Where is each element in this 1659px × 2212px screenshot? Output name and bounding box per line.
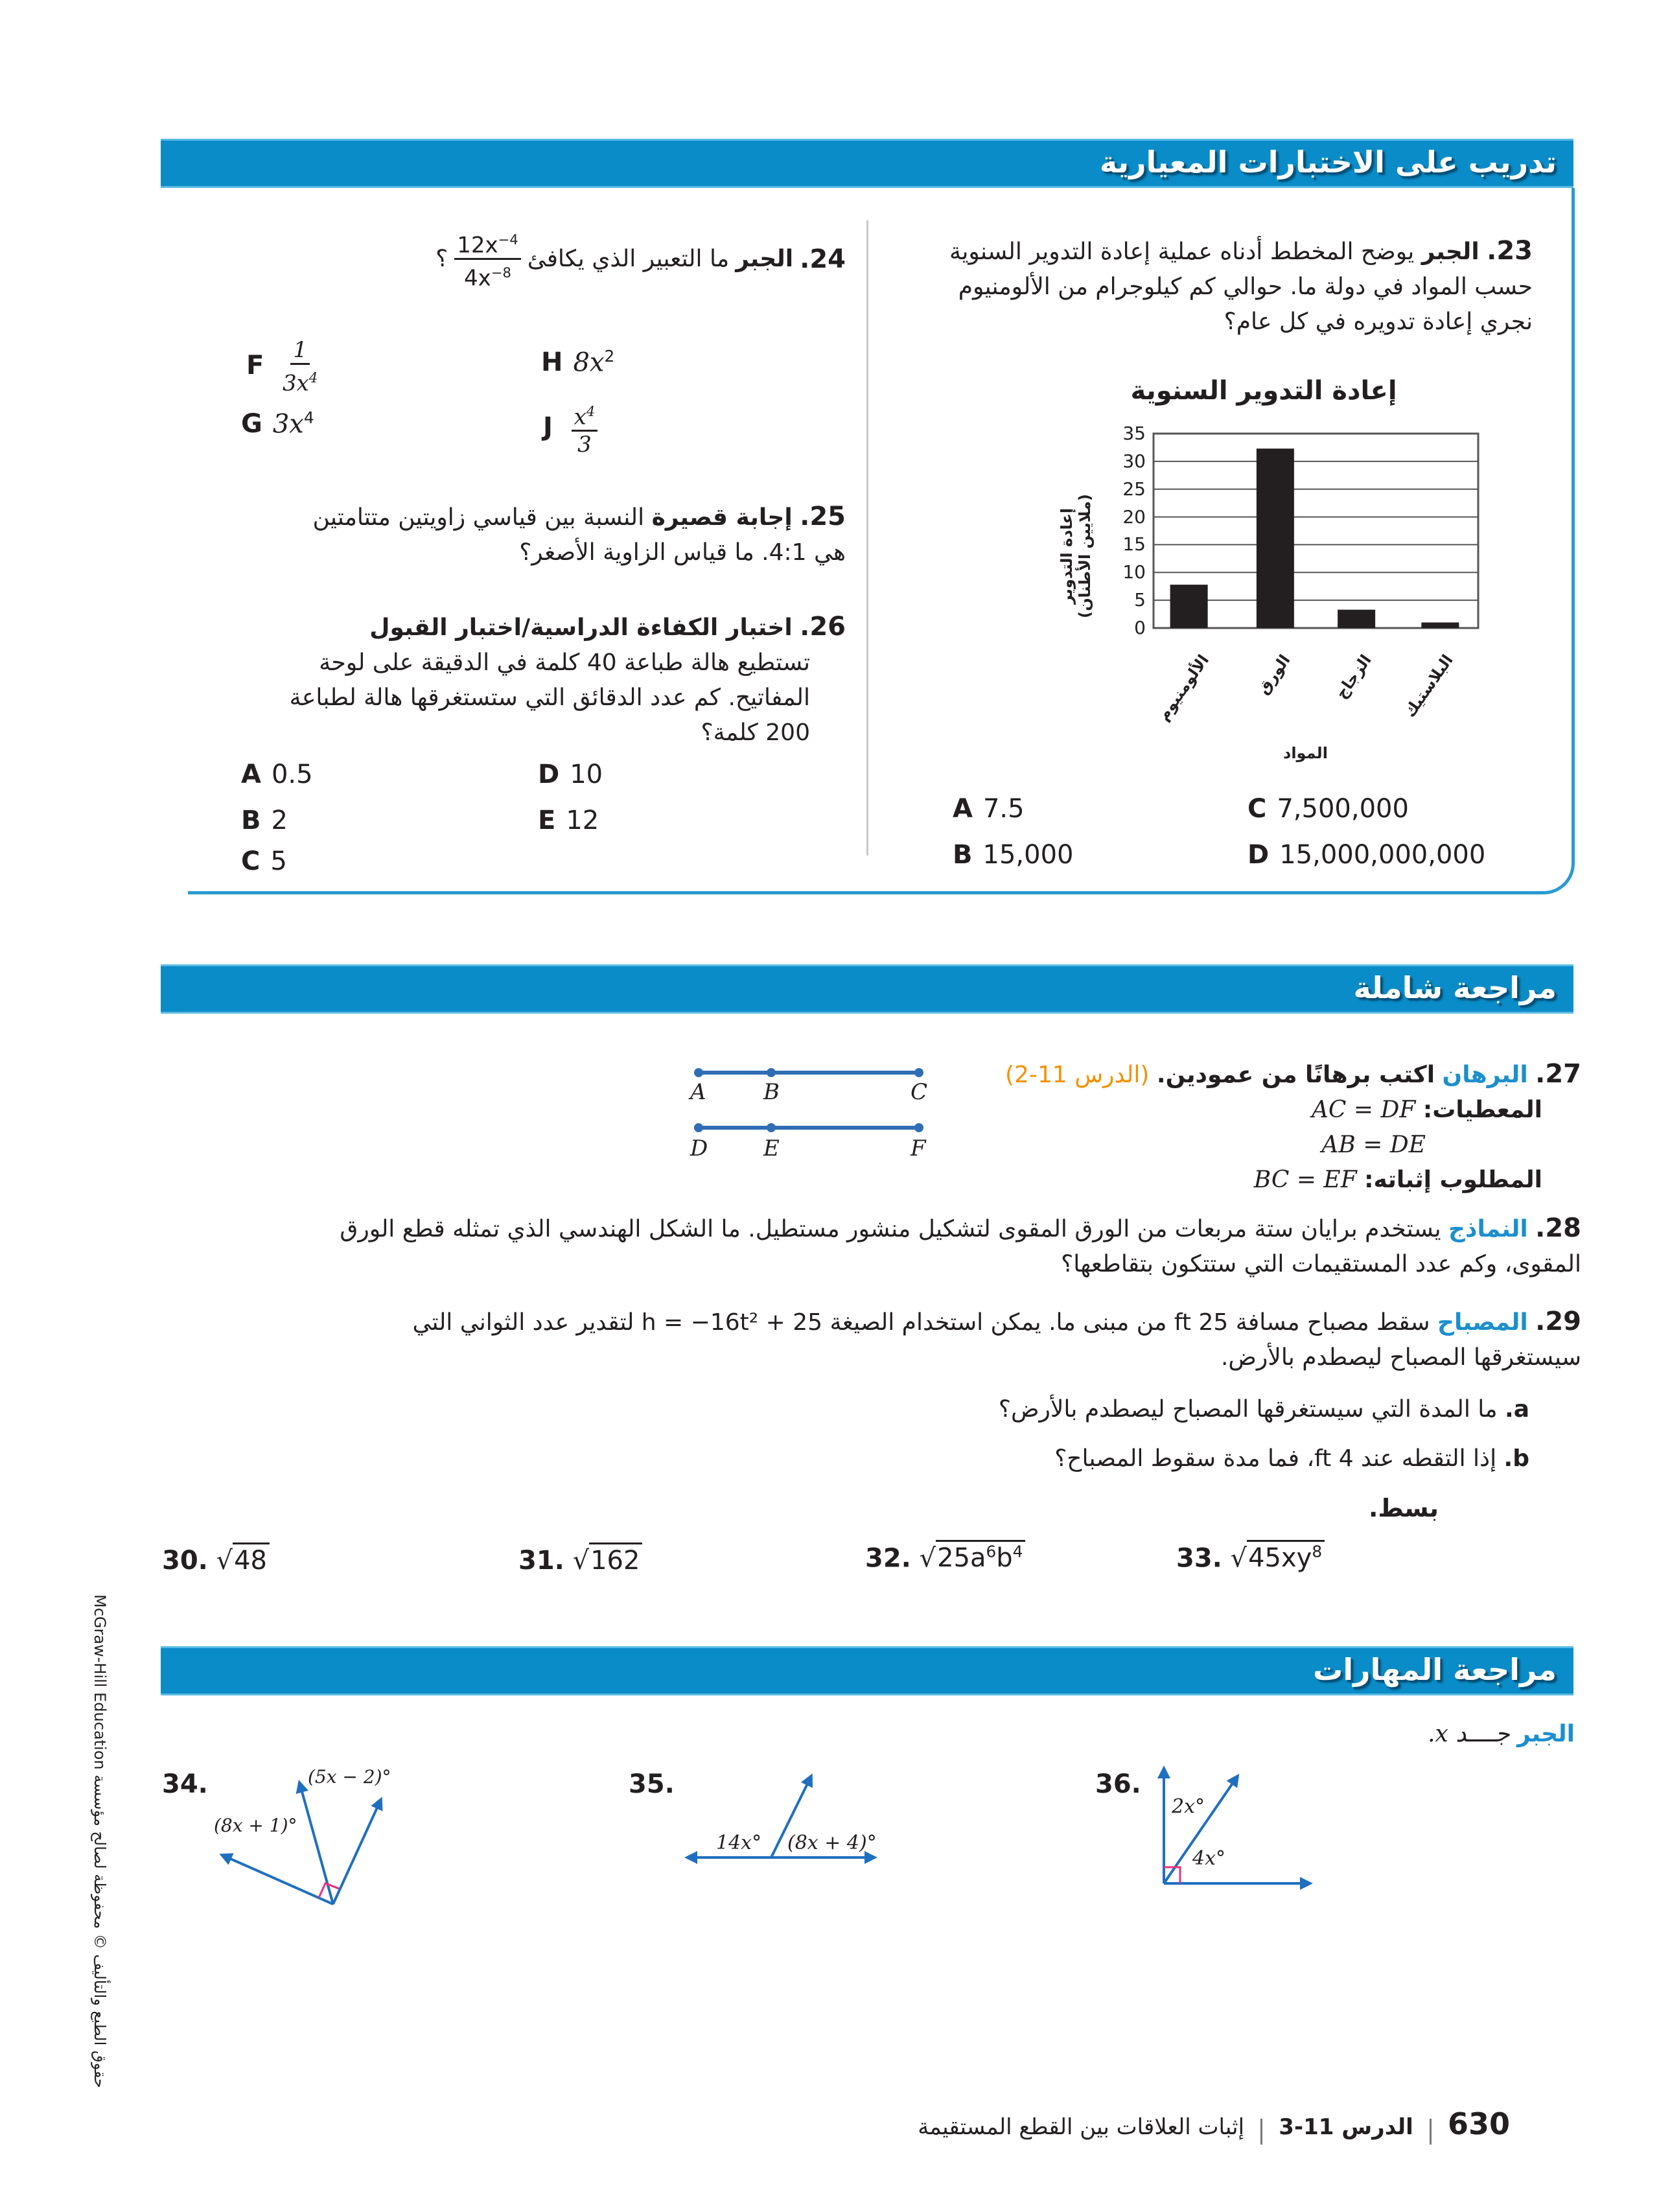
skills-instruction: الجبر جــــد x. bbox=[1428, 1721, 1575, 1747]
x-category-label: الورق bbox=[1254, 651, 1294, 698]
question-number: 25. bbox=[800, 502, 846, 531]
question-text: اكتب برهانًا من عمودين. bbox=[1156, 1062, 1435, 1088]
problem-35-number: 35. bbox=[629, 1769, 675, 1799]
question-text-cont: لتقدير عدد الثواني التي سيستغرقها المصباح ليصطدم بالأرض. bbox=[412, 1309, 1581, 1371]
question-text: ما التعبير الذي يكافئ bbox=[527, 245, 730, 272]
choice-24-J[interactable]: J $\frac{x^4}{3}$ bbox=[543, 399, 597, 458]
prove-statement: BC = EF bbox=[1253, 1167, 1357, 1193]
page-footer bbox=[918, 2106, 1510, 2145]
angle-label-34a: (5x − 2)° bbox=[308, 1766, 391, 1787]
column-divider bbox=[866, 220, 868, 856]
question-29b: b. إذا التقطه عند 4 ft، فما مدة سقوط المصباح؟ bbox=[1054, 1445, 1529, 1472]
segments-diagram bbox=[687, 1063, 933, 1160]
choice-23-C[interactable]: C 7,500,000 bbox=[1247, 794, 1409, 824]
angle-label-34b: (8x + 1)° bbox=[214, 1815, 297, 1836]
problem-30: 30. √48 bbox=[162, 1546, 270, 1576]
question-text: يوضح المخطط أدناه عملية إعادة التدوير السنوية حسب المواد في دولة ما. حوالي كم كيلوجرام من الألومنيوم نجري إعادة تدويره في كل عام؟ bbox=[949, 239, 1533, 335]
choice-23-D[interactable]: D 15,000,000,000 bbox=[1247, 840, 1486, 870]
point-label-A: A bbox=[690, 1079, 706, 1105]
x-category-label: البلاستيك bbox=[1400, 651, 1457, 721]
question-24: 24. الجبر ما التعبير الذي يكافئ $\frac{12x^{-4}}{4x^{-8}}$ ؟ bbox=[379, 227, 846, 292]
footer-title: إثبات العلاقات بين القطع المستقيمة bbox=[918, 2114, 1245, 2140]
question-number: 28. bbox=[1535, 1213, 1581, 1243]
footer-lesson: الدرس 11-3 bbox=[1279, 2114, 1413, 2140]
chart-bar bbox=[1170, 585, 1208, 628]
choice-23-B[interactable]: B 15,000 bbox=[953, 840, 1074, 870]
question-keyword: المصباح bbox=[1437, 1309, 1528, 1336]
angle-label-36a: 2x° bbox=[1172, 1795, 1205, 1818]
spiral-review-banner bbox=[161, 964, 1573, 1014]
question-23 bbox=[936, 233, 1533, 340]
given-label: المعطيات: bbox=[1422, 1097, 1542, 1123]
angle-label-35b: (8x + 4)° bbox=[787, 1832, 877, 1854]
chart-bar bbox=[1338, 610, 1375, 628]
simplify-instruction: بسط. bbox=[1368, 1494, 1439, 1522]
question-number: 26. bbox=[800, 612, 846, 642]
skills-review-banner bbox=[161, 1646, 1573, 1695]
angle-label-36b: 4x° bbox=[1192, 1847, 1226, 1870]
spiral-review-title: مراجعة شاملة bbox=[1353, 970, 1557, 1005]
question-keyword: البرهان bbox=[1442, 1062, 1528, 1088]
question-text: النسبة بين قياسي زاويتين متتامتين هي 4:1. ما قياس الزاوية الأصغر؟ bbox=[312, 504, 846, 566]
angle-label-35a: 14x° bbox=[716, 1832, 762, 1854]
question-keyword: الجبر bbox=[1421, 239, 1479, 265]
choice-26-A[interactable]: A 0.5 bbox=[241, 760, 313, 789]
y-tick-label: 0 bbox=[1134, 617, 1146, 638]
angle-diagram-34 bbox=[156, 1763, 428, 1957]
chart-plot-area bbox=[1152, 430, 1479, 644]
formula: h = −16t² + 25 bbox=[641, 1309, 823, 1336]
choice-26-C[interactable]: C 5 bbox=[241, 846, 287, 876]
problem-32: 32. $√25a^6b^4$ bbox=[865, 1543, 1025, 1573]
question-27 bbox=[966, 1056, 1581, 1198]
angle-diagram-35 bbox=[674, 1763, 894, 1892]
question-28 bbox=[311, 1211, 1581, 1282]
point-label-D: D bbox=[690, 1135, 708, 1161]
question-keyword: الجبر bbox=[736, 245, 794, 272]
question-keyword: إجابة قصيرة bbox=[651, 504, 793, 531]
question-text: سقط مصباح مسافة 25 ft من مبنى ما. يمكن استخدام الصيغة bbox=[830, 1309, 1430, 1336]
problem-33: 33. $√45xy^8$ bbox=[1176, 1543, 1325, 1573]
x-category-label: الألومنيوم bbox=[1154, 651, 1213, 725]
y-tick-label: 5 bbox=[1134, 589, 1146, 611]
test-practice-title: تدريب على الاختبارات المعيارية bbox=[1099, 145, 1557, 180]
choice-24-G[interactable]: G $3x^4$ bbox=[241, 408, 314, 439]
footer-separator bbox=[1260, 2119, 1262, 2145]
question-26 bbox=[275, 609, 846, 751]
problem-31: 31. √162 bbox=[518, 1546, 642, 1576]
question-keyword: اختبار الكفاءة الدراسية/اختبار القبول bbox=[369, 614, 793, 641]
question-number: 24. bbox=[800, 244, 846, 274]
point-label-C: C bbox=[911, 1079, 928, 1105]
footer-separator bbox=[1430, 2119, 1432, 2145]
question-29 bbox=[350, 1304, 1581, 1375]
lesson-reference[interactable]: (الدرس 11-2) bbox=[1005, 1062, 1150, 1088]
question-text: يستخدم برايان ستة مربعات من الورق المقوى لتشكيل منشور مستطيل. ما الشكل الهندسي الذي تمثله قطع الورق المقوى، وكم عدد المستقيمات التي ستتكون بتقاطعها؟ bbox=[340, 1216, 1581, 1277]
copyright-credit: McGraw-Hill Education حقوق الطبع والتأليف © محفوظة لصالح مؤسسة bbox=[91, 1594, 109, 2088]
y-tick-label: 20 bbox=[1122, 506, 1146, 528]
given-1: AC = DF bbox=[1311, 1097, 1416, 1123]
prove-label: المطلوب إثباته: bbox=[1364, 1167, 1542, 1193]
point-label-E: E bbox=[763, 1135, 780, 1161]
problem-34-number: 34. bbox=[162, 1769, 208, 1799]
given-2: AB = DE bbox=[1321, 1132, 1426, 1158]
question-29a: a. ما المدة التي سيستغرقها المصباح ليصطدم بالأرض؟ bbox=[998, 1396, 1529, 1423]
x-category-label: الزجاج bbox=[1332, 651, 1376, 703]
chart-bar bbox=[1257, 448, 1294, 628]
test-practice-banner bbox=[161, 139, 1573, 188]
y-tick-label: 10 bbox=[1122, 561, 1146, 583]
page-number: 630 bbox=[1447, 2106, 1510, 2141]
problem-36-number: 36. bbox=[1095, 1769, 1141, 1799]
question-number: 29. bbox=[1535, 1307, 1581, 1336]
angle-diagram-36 bbox=[1141, 1763, 1322, 1905]
y-tick-label: 25 bbox=[1122, 478, 1146, 500]
point-label-F: F bbox=[911, 1135, 926, 1161]
recycling-chart bbox=[1037, 376, 1491, 778]
point-label-B: B bbox=[763, 1079, 780, 1105]
choice-26-D[interactable]: D 10 bbox=[538, 760, 603, 789]
question-keyword: النماذج bbox=[1448, 1216, 1528, 1242]
choice-24-F[interactable]: F $\frac{1}{3x^4}$ bbox=[246, 337, 318, 397]
y-tick-label: 15 bbox=[1122, 533, 1146, 555]
chart-bar bbox=[1421, 622, 1459, 628]
question-25 bbox=[275, 499, 846, 570]
y-tick-label: 30 bbox=[1122, 450, 1146, 472]
choice-26-E[interactable]: E 12 bbox=[538, 806, 599, 835]
y-tick-label: 35 bbox=[1122, 423, 1146, 444]
question-number: 27. bbox=[1535, 1059, 1581, 1089]
choice-23-A[interactable]: A 7.5 bbox=[953, 794, 1025, 824]
expression-fraction: $\frac{12x^{-4}}{4x^{-8}}$ bbox=[454, 227, 520, 292]
question-number: 23. bbox=[1487, 236, 1533, 266]
chart-x-label: المواد bbox=[1283, 744, 1328, 762]
skills-review-title: مراجعة المهارات bbox=[1313, 1652, 1557, 1687]
choice-24-H[interactable]: H $8x^2$ bbox=[541, 347, 615, 378]
question-text: تستطيع هالة طباعة 40 كلمة في الدقيقة على لوحة المفاتيح. كم عدد الدقائق التي ستستغرقها هالة لطباعة 200 كلمة؟ bbox=[289, 649, 810, 746]
chart-title: إعادة التدوير السنوية bbox=[1130, 376, 1397, 406]
choice-26-B[interactable]: B 2 bbox=[241, 806, 288, 835]
chart-y-label: إعادة التدوير (ملايين الأطنان) bbox=[1058, 494, 1094, 618]
